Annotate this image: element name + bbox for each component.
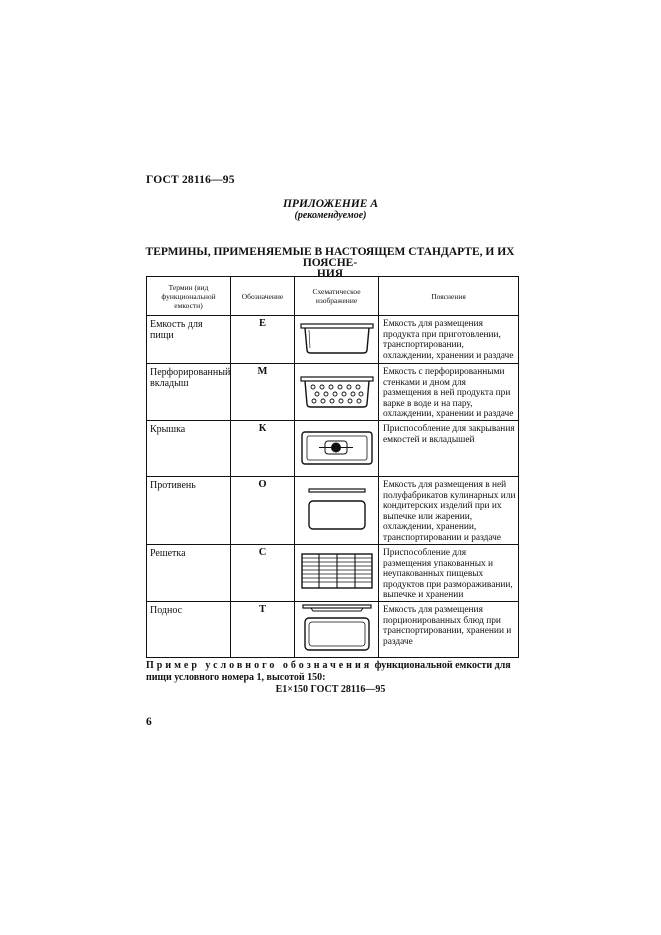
table-header-row — [147, 277, 519, 316]
example-text: функциональной емкости для пищи условного номера 1, высотой 150: — [146, 660, 511, 683]
lid-icon — [295, 421, 379, 475]
perforated-insert-icon — [295, 364, 379, 419]
code-cell: С — [231, 545, 295, 602]
table-row — [147, 545, 519, 602]
table-row — [147, 364, 519, 421]
appendix-title: ПРИЛОЖЕНИЕ А — [282, 198, 378, 210]
image-cell — [295, 421, 379, 477]
header-image: Схематическое изображение — [295, 277, 379, 316]
section-title-line1: ТЕРМИНЫ, ПРИМЕНЯЕМЫЕ В НАСТОЯЩЕМ СТАНДАРТЕ, И ИХ ПОЯСНЕ- — [145, 246, 515, 269]
example-formula: Е1×150 ГОСТ 28116—95 — [275, 684, 386, 695]
term-cell: Противень — [147, 477, 231, 545]
appendix-subtitle: (рекомендуемое) — [294, 210, 367, 221]
gastronorm-container-icon — [295, 316, 379, 362]
term-cell: Емкость для пищи — [147, 316, 231, 364]
image-cell — [295, 602, 379, 658]
term-cell: Поднос — [147, 602, 231, 658]
image-cell — [295, 545, 379, 602]
note-cell: Приспособление для размещения упакованных и неупакованных пищевых продуктов при размораживании, выпечке и хранении — [379, 545, 519, 602]
table-row — [147, 316, 519, 364]
section-title-line2: НИЯ — [316, 268, 344, 280]
header-note: Пояснения — [379, 277, 519, 316]
note-cell: Емкость для размещения порционированных блюд при транспортировании, хранении и раздаче — [379, 602, 519, 658]
note-cell: Приспособление для закрывания емкостей и вкладышей — [379, 421, 519, 477]
example-label: Пример условного обозначения — [146, 660, 373, 671]
document-id: ГОСТ 28116—95 — [146, 174, 235, 186]
table-row — [147, 602, 519, 658]
example-paragraph — [146, 660, 518, 683]
grid-rack-icon — [295, 545, 379, 600]
note-cell: Емкость для размещения продукта при приготовлении, транспортировании, охлаждении, хранении и раздаче — [379, 316, 519, 364]
term-cell: Решетка — [147, 545, 231, 602]
image-cell — [295, 477, 379, 545]
image-cell — [295, 316, 379, 364]
code-cell: Т — [231, 602, 295, 658]
serving-tray-icon — [295, 602, 379, 656]
terms-table — [146, 276, 519, 658]
header-code: Обозначение — [231, 277, 295, 316]
page-number: 6 — [146, 716, 152, 728]
note-cell: Емкость для размещения в ней полуфабрикатов кулинарных или кондитерских изделий при их выпечке или жарении, охлаждении, хранении, транспортировании и раздаче — [379, 477, 519, 545]
code-cell: К — [231, 421, 295, 477]
code-cell: М — [231, 364, 295, 421]
term-cell: Перфорированный вкладыш — [147, 364, 231, 421]
table-row — [147, 421, 519, 477]
header-term: Термин (вид функциональной емкости) — [147, 277, 231, 316]
code-cell: Е — [231, 316, 295, 364]
note-cell: Емкость с перфорированными стенками и дном для размещения в ней продукта при варке в воде и на пару, охлаждении, хранении и раздаче — [379, 364, 519, 421]
term-cell: Крышка — [147, 421, 231, 477]
baking-tray-icon — [295, 477, 379, 543]
code-cell: О — [231, 477, 295, 545]
image-cell — [295, 364, 379, 421]
table-row — [147, 477, 519, 545]
